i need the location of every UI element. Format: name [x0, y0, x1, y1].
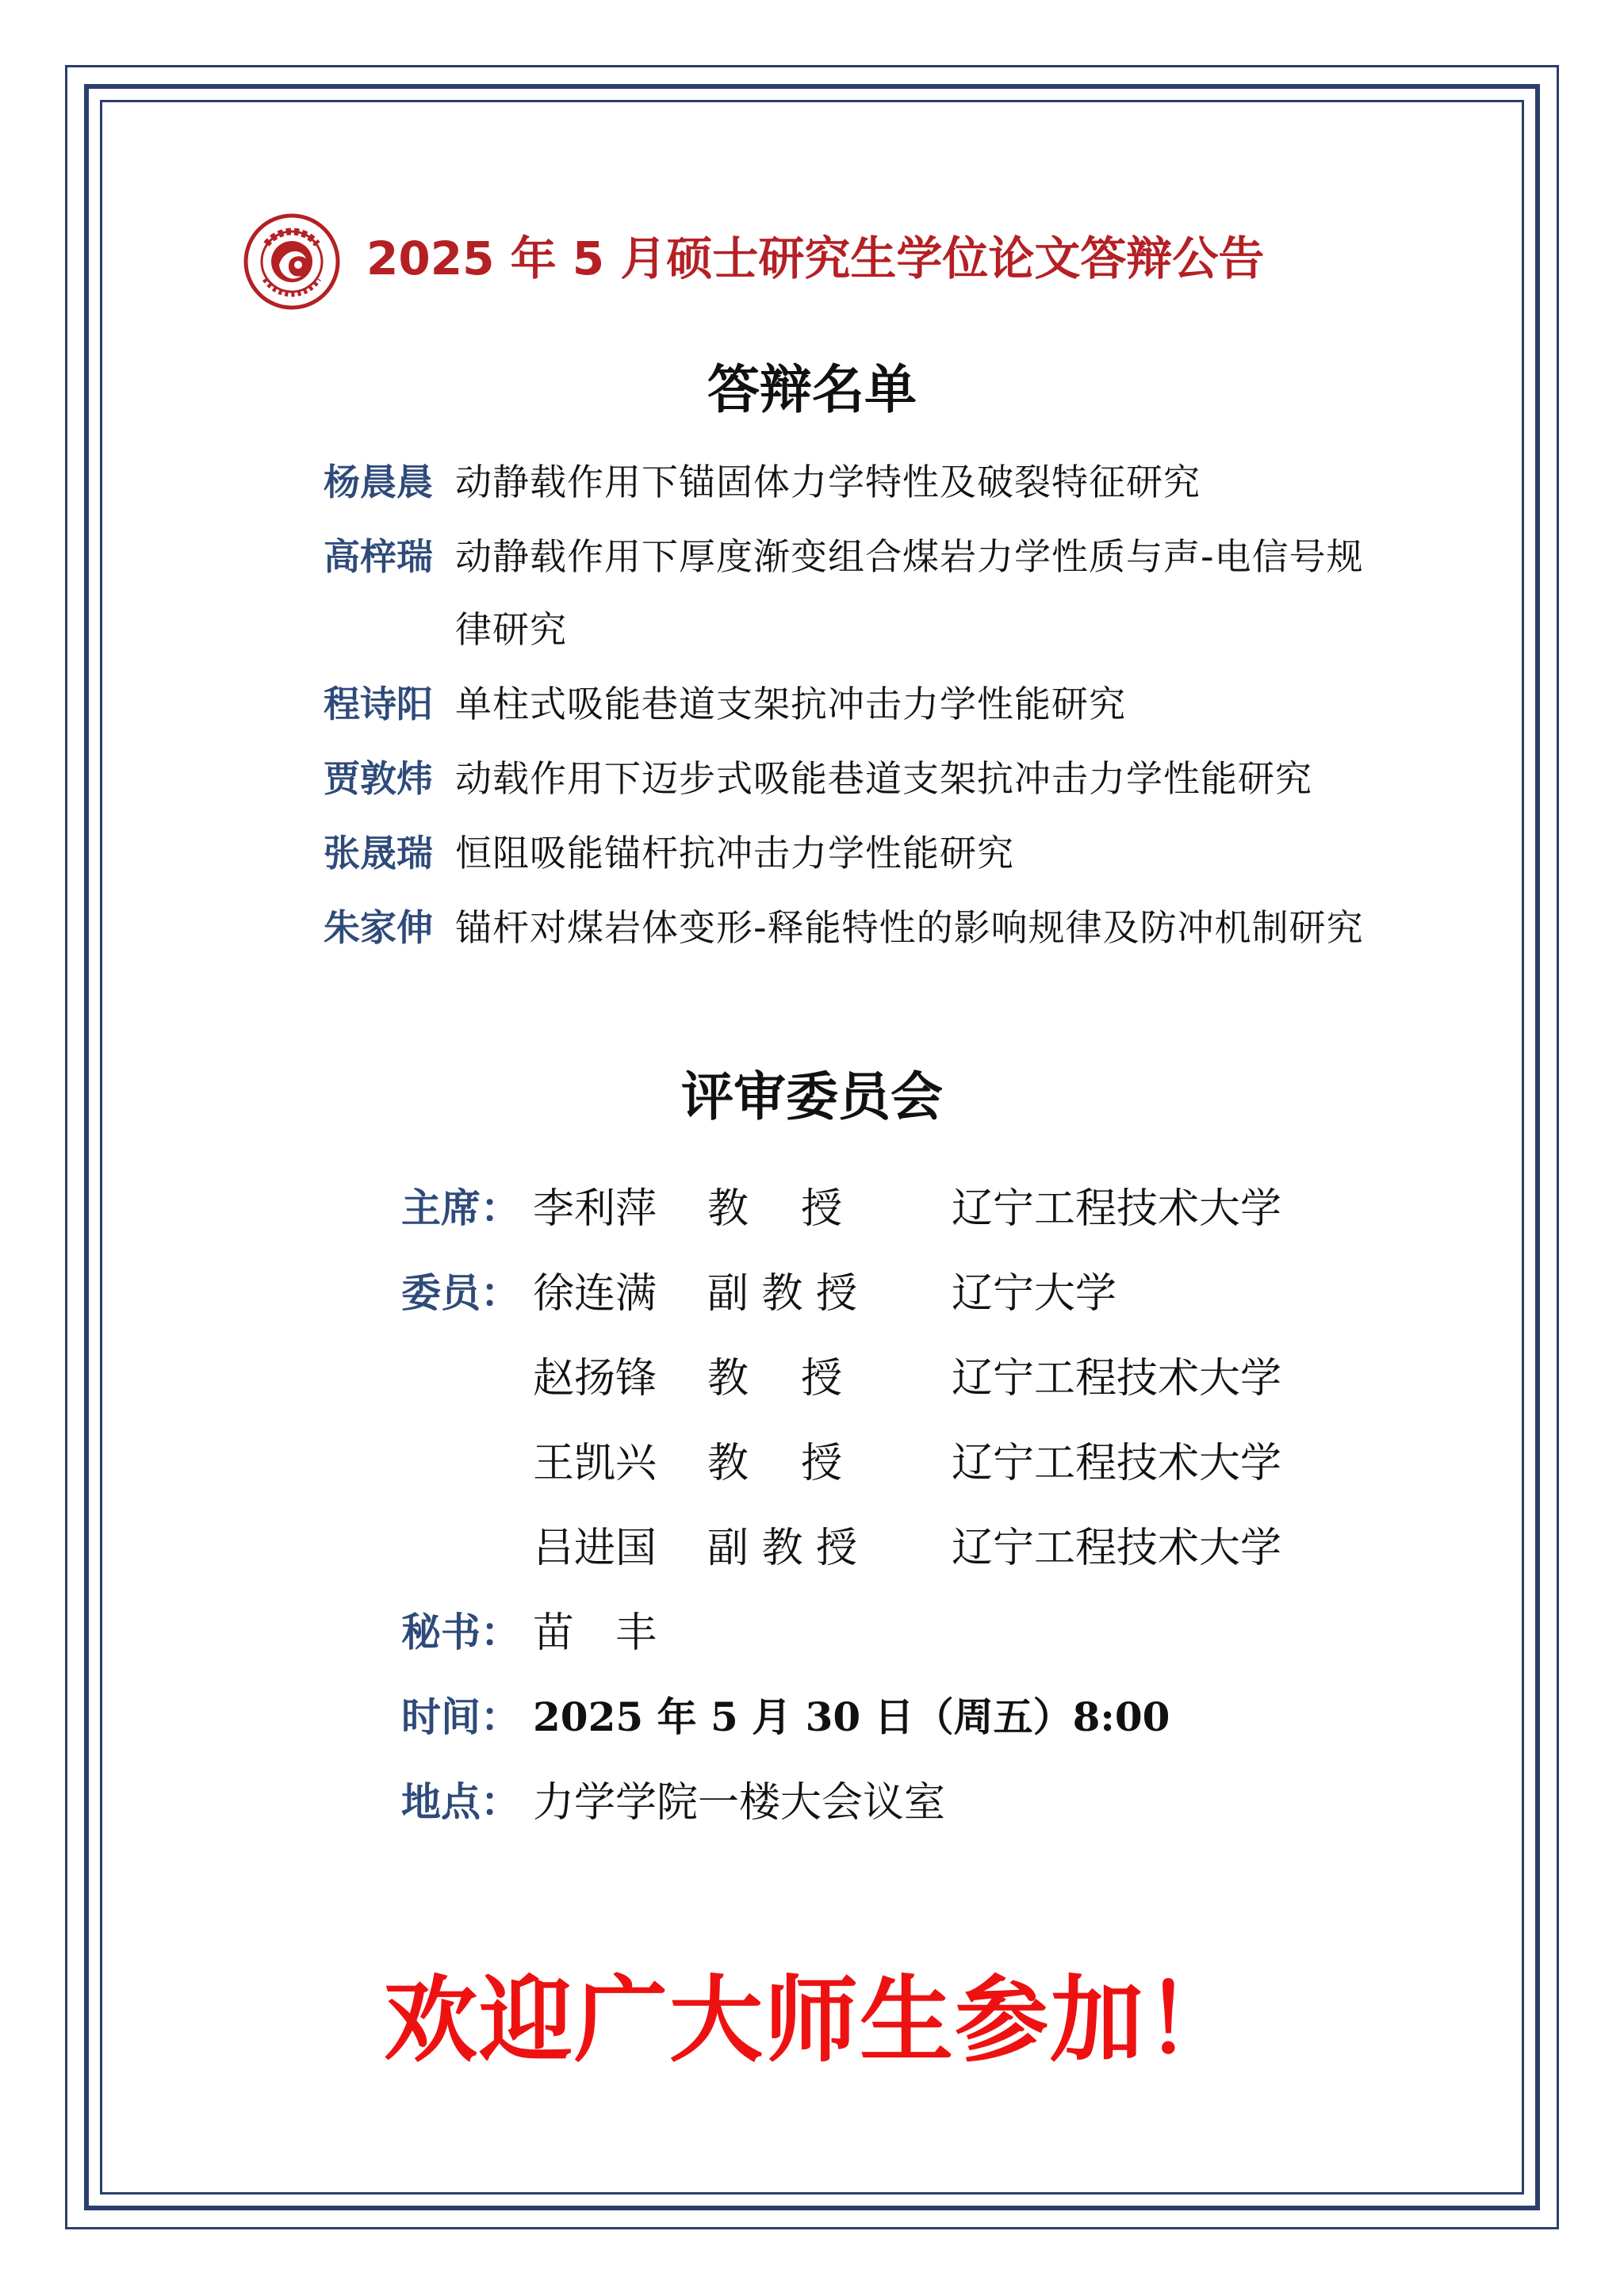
- member-name: 赵扬锋: [533, 1355, 657, 1402]
- defense-item: [324, 891, 1370, 964]
- thesis-title: 锚杆对煤岩体变形-释能特性的影响规律及防冲机制研究: [455, 906, 1364, 949]
- defense-item: [324, 742, 1370, 815]
- member-name: 吕进国: [533, 1525, 657, 1572]
- student-name: 贾敦炜: [324, 757, 433, 800]
- student-name: 高梓瑞: [324, 535, 433, 578]
- announcement-title: 2025 年 5 月硕士研究生学位论文答辩公告: [366, 232, 1265, 285]
- thesis-title: 动静载作用下厚度渐变组合煤岩力学性质与声-电信号规律研究: [455, 535, 1364, 651]
- member-title: 副 教 授: [707, 1270, 858, 1318]
- committee-member: [401, 1332, 1432, 1417]
- student-name: 杨晨晨: [324, 461, 433, 503]
- student-name: 张晟瑞: [324, 832, 433, 874]
- member-title: 教 授: [707, 1440, 843, 1487]
- time-row: [401, 1671, 1432, 1756]
- member-name: 李利萍: [533, 1185, 657, 1233]
- defense-list: [324, 446, 1370, 966]
- committee-list: [401, 1162, 1432, 1841]
- secretary-label: 秘书：: [401, 1609, 520, 1655]
- thesis-title: 单柱式吸能巷道支架抗冲击力学性能研究: [455, 683, 1126, 725]
- member-title: 教 授: [707, 1355, 843, 1402]
- committee-member: [401, 1502, 1432, 1586]
- place-row: [401, 1756, 1432, 1841]
- defense-item: [324, 668, 1370, 740]
- member-organization: 辽宁大学: [952, 1270, 1117, 1318]
- member-name: 王凯兴: [533, 1440, 657, 1487]
- student-name: 朱家伸: [324, 906, 433, 949]
- thesis-title: 恒阻吸能锚杆抗冲击力学性能研究: [455, 832, 1014, 874]
- committee-member: [401, 1417, 1432, 1502]
- thesis-title: 动静载作用下锚固体力学特性及破裂特征研究: [455, 461, 1201, 503]
- thesis-title: 动载作用下迈步式吸能巷道支架抗冲击力学性能研究: [455, 757, 1312, 800]
- committee-heading: 评审委员会: [681, 1066, 943, 1127]
- place-value: 力学学院一楼大会议室: [533, 1779, 946, 1827]
- member-title: 副 教 授: [707, 1525, 858, 1572]
- member-role: 主席：: [401, 1184, 520, 1231]
- member-organization: 辽宁工程技术大学: [952, 1185, 1282, 1233]
- member-name: 徐连满: [533, 1270, 657, 1318]
- defense-item: [324, 520, 1370, 666]
- place-label: 地点：: [401, 1778, 520, 1825]
- member-organization: 辽宁工程技术大学: [952, 1440, 1282, 1487]
- time-value: 2025 年 5 月 30 日（周五）8:00: [533, 1693, 1170, 1740]
- student-name: 程诗阳: [324, 683, 433, 725]
- time-label: 时间：: [401, 1693, 520, 1740]
- member-organization: 辽宁工程技术大学: [952, 1355, 1282, 1402]
- secretary-name: 苗 丰: [533, 1609, 657, 1657]
- committee-member: [401, 1247, 1432, 1332]
- secretary-row: [401, 1586, 1432, 1671]
- member-role: 委员：: [401, 1269, 520, 1316]
- committee-member: [401, 1162, 1432, 1247]
- welcome-message: 欢迎广大师生参加！: [383, 1965, 1240, 2075]
- member-title: 教 授: [707, 1185, 843, 1233]
- member-organization: 辽宁工程技术大学: [952, 1525, 1282, 1572]
- university-seal-icon: [243, 212, 341, 311]
- defense-item: [324, 817, 1370, 890]
- defense-list-heading: 答辩名单: [707, 359, 917, 420]
- defense-item: [324, 446, 1370, 519]
